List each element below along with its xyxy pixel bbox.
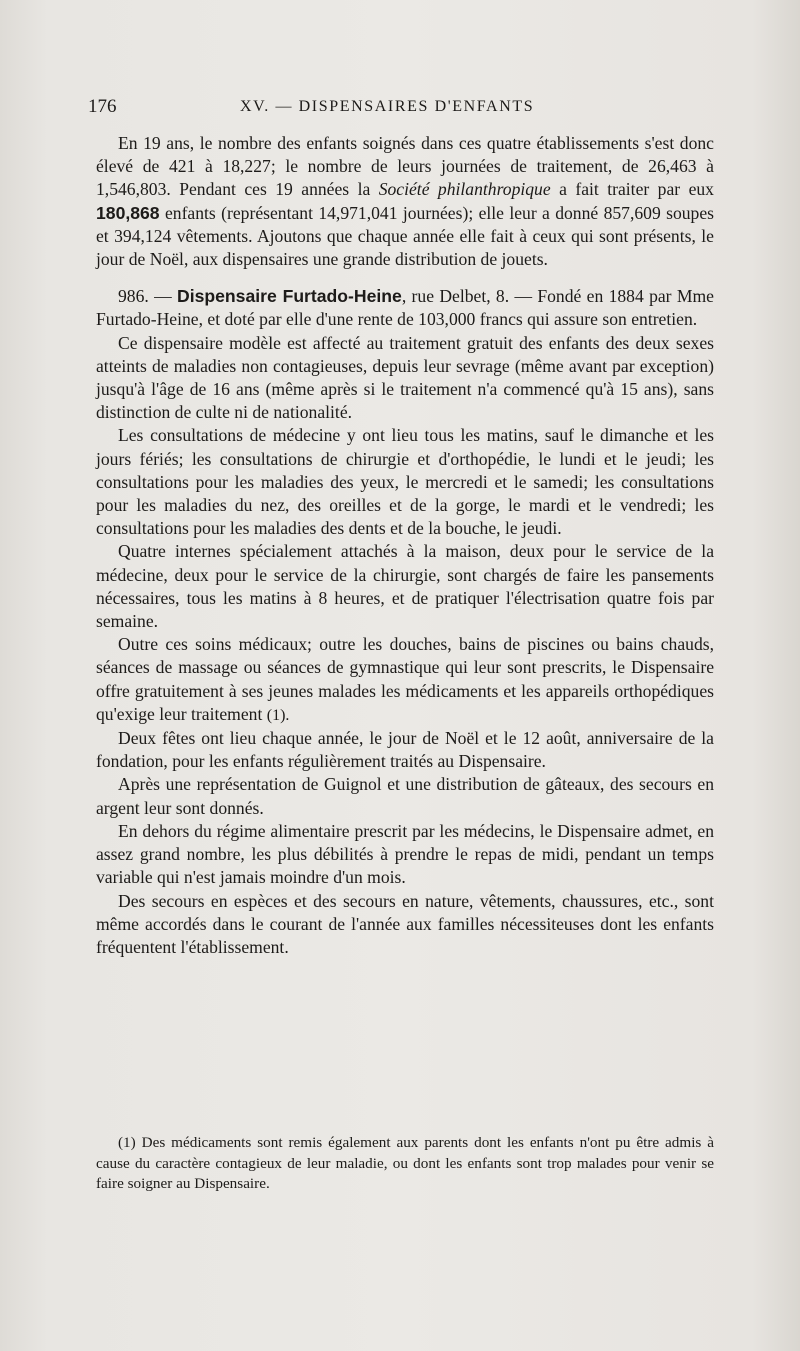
footnote-text: (1) Des médicaments sont remis également aux parents dont les enfants n'ont pu être admis à cause du caractère contagieux de leur maladie, ou dont les enfants sont trop malades pour venir se faire soigner au Dispensaire.: [96, 1134, 714, 1192]
intro-text-3: enfants (représentant 14,971,041 journées); elle leur a donné 857,609 soupes et 394,124 vêtements. Ajoutons que chaque année elle fait à ceux qui sont présents, le jour de Noël, aux dispensaires une grande distribution de jouets.: [96, 202, 714, 270]
body-text: [96, 132, 714, 959]
society-name: Société philanthropique: [378, 179, 551, 200]
intro-paragraph: [96, 132, 714, 271]
paragraph: Deux fêtes ont lieu chaque année, le jour de Noël et le 12 août, anniversaire de la fondation, pour les enfants régulièrement traités au Dispensaire.: [96, 728, 714, 772]
section-number: 986. —: [118, 286, 178, 307]
paragraph: En dehors du régime alimentaire prescrit par les médecins, le Dispensaire admet, en assez grand nombre, les plus débilités à prendre le repas de midi, pendant un temps variable qui n'est jamais moindre d'un mois.: [96, 820, 714, 888]
page-header: [88, 96, 718, 120]
intro-text-2: a fait traiter par eux: [550, 179, 714, 200]
paragraph: Ce dispensaire modèle est affecté au traitement gratuit des enfants des deux sexes atteints de maladies non contagieuses, depuis leur sevrage (même avant par exception) jusqu'à l'âge de 16 ans (même après si le traitement n'a commencé qu'à 15 ans), sans distinction de culte ni de nationalité.: [96, 332, 714, 423]
paragraph-text: Outre ces soins médicaux; outre les douches, bains de piscines ou bains chauds, séances de massage ou séances de gymnastique qui leur sont prescrits, le Dispensaire offre gratuitement à ses jeunes malades les médicaments et les appareils orthopédiques qu'exige leur traitement: [96, 634, 714, 724]
page-number: 176: [88, 96, 117, 117]
section-title: Dispensaire Furtado-Heine: [177, 286, 402, 307]
paragraph: Des secours en espèces et des secours en nature, vêtements, chaussures, etc., sont même accordés dans le courant de l'année aux familles nécessiteuses dont les enfants fréquentent l'établissement.: [96, 890, 714, 957]
children-total: 180,868: [96, 202, 160, 223]
intro-text-1: En 19 ans, le nombre des enfants soignés dans ces quatre établissements s'est donc élevé de 421 à 18,227; le nombre de leurs journées de traitement, de 26,463 à 1,546,803. Pendant ces 19 années la: [96, 133, 714, 200]
section-986-heading: [96, 285, 714, 331]
section-intro-text: , rue Delbet, 8. — Fondé en 1884 par Mme Furtado-Heine, et doté par elle d'une rente de 103,000 francs qui assure son entretien.: [96, 286, 714, 330]
paragraph: Les consultations de médecine y ont lieu tous les matins, sauf le dimanche et les jours fériés; les consultations de chirurgie et d'orthopédie, le lundi et le jeudi; les consultations pour les maladies des yeux, le mercredi et le samedi; les consultations pour les maladies du nez, des oreilles et de la gorge, le mardi et le vendredi; les consultations pour les maladies des dents et de la bouche, le jeudi.: [96, 425, 714, 539]
footnote-reference: (1).: [266, 706, 290, 724]
footnote: [96, 1133, 714, 1195]
paragraph-with-footnote-ref: [96, 633, 714, 727]
paragraph: Quatre internes spécialement attachés à la maison, deux pour le service de la médecine, deux pour le service de la chirurgie, sont chargés de faire les pansements nécessaires, tous les matins à 8 heures, et de pratiquer l'électrisation quatre fois par semaine.: [96, 541, 714, 632]
running-head: XV. — DISPENSAIRES D'ENFANTS: [240, 98, 535, 115]
paragraph: Après une représentation de Guignol et une distribution de gâteaux, des secours en argent leur sont donnés.: [96, 774, 714, 818]
